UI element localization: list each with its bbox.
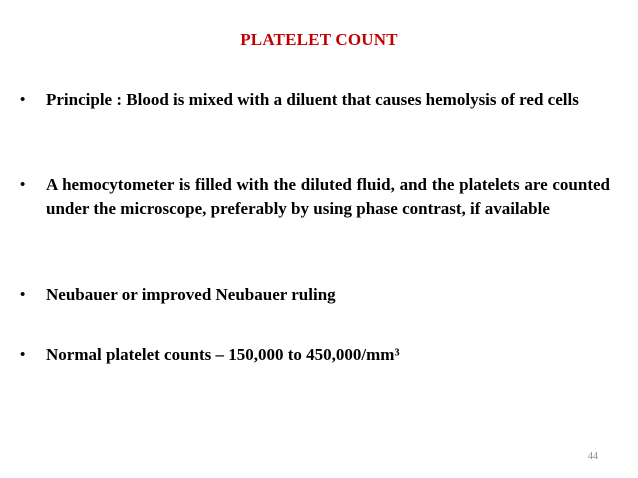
page-number: 44 (588, 451, 598, 462)
bullet-icon: • (20, 347, 26, 363)
bullet-item (20, 343, 610, 367)
bullet-text: Neubauer or improved Neubauer ruling (46, 285, 336, 304)
bullet-icon: • (20, 92, 26, 108)
bullet-icon: • (20, 177, 26, 193)
slide-title: PLATELET COUNT (240, 30, 398, 49)
bullet-item (20, 173, 610, 221)
bullet-text: Principle : Blood is mixed with a diluent that causes hemolysis of red cells (46, 90, 579, 109)
bullet-icon: • (20, 287, 26, 303)
bullet-item (20, 88, 610, 112)
bullet-text: Normal platelet counts – 150,000 to 450,000/mm³ (46, 345, 400, 364)
bullet-text: A hemocytometer is filled with the diluted fluid, and the platelets are counted under the microscope, preferably by using phase contrast, if available (46, 175, 610, 218)
bullet-item (20, 283, 610, 307)
